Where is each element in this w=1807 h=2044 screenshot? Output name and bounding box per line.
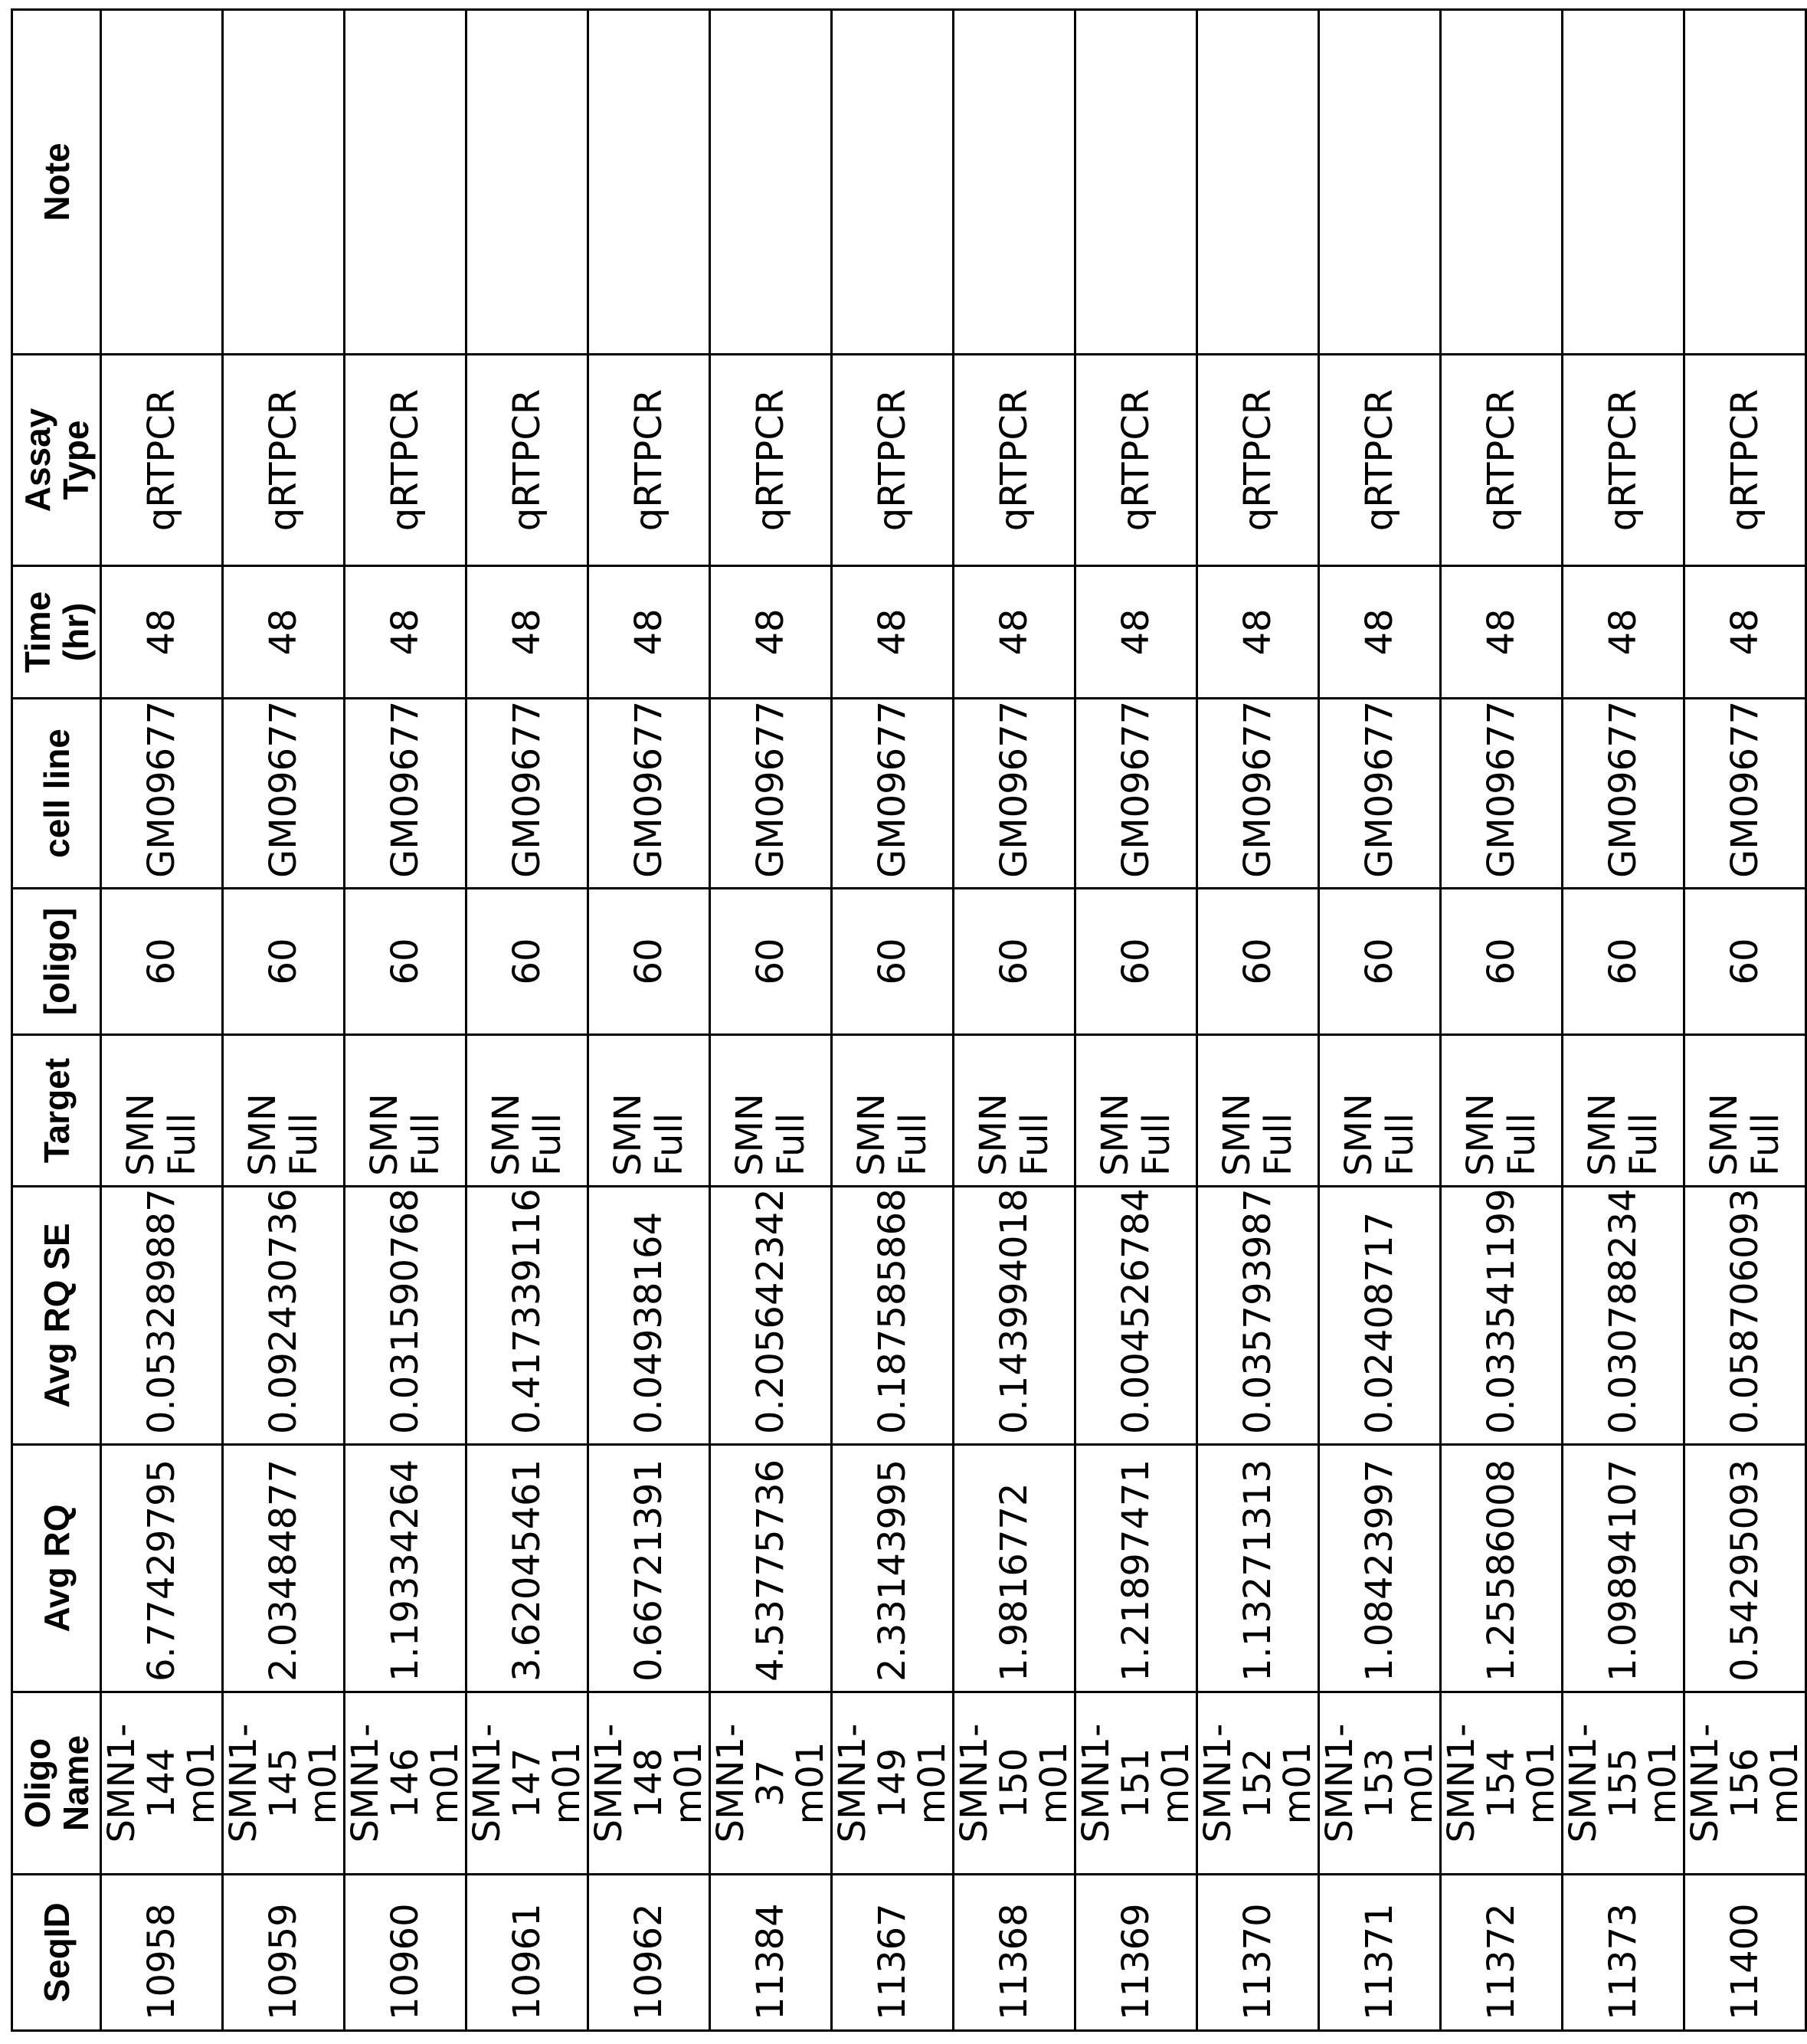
cell-assay-type: qRTPCR [1563,355,1684,566]
cell-note [1319,10,1441,355]
cell-time: 48 [832,566,954,699]
table-row [1197,10,1319,2031]
oligo-suffix-text: m01 [912,1702,952,1864]
oligo-name-text: SMN1-151 [1076,1702,1156,1864]
oligo-name-text: SMN1-153 [1320,1702,1399,1864]
oligo-name-text: SMN1-150 [954,1702,1034,1864]
cell-assay-type: qRTPCR [101,355,223,566]
cell-target: SMN Full [345,1035,466,1187]
cell-seqid: 11367 [832,1875,954,2031]
table-row [1075,10,1197,2031]
table-row [101,10,223,2031]
cell-oligo-conc: 60 [1563,889,1684,1035]
oligo-suffix-text: m01 [303,1702,343,1864]
cell-oligo-name [1563,1692,1684,1875]
cell-oligo-name [1684,1692,1806,1875]
cell-time: 48 [588,566,710,699]
cell-avg-rq-se: 0.187585868 [832,1187,954,1445]
cell-cell-line: GM09677 [1684,699,1806,889]
table-row [954,10,1075,2031]
cell-target: SMN Full [1075,1035,1197,1187]
cell-avg-rq: 4.53775736 [710,1445,832,1692]
cell-oligo-conc: 60 [223,889,345,1035]
cell-assay-type: qRTPCR [223,355,345,566]
oligo-suffix-text: m01 [425,1702,465,1864]
cell-avg-rq: 2.33143995 [832,1445,954,1692]
cell-avg-rq: 1.21897471 [1075,1445,1197,1692]
results-table [11,8,1807,2032]
oligo-suffix-text: m01 [1521,1702,1561,1864]
cell-note [710,10,832,355]
table-row [832,10,954,2031]
cell-note [1075,10,1197,355]
cell-avg-rq: 2.03484877 [223,1445,345,1692]
cell-seqid: 10958 [101,1875,223,2031]
cell-avg-rq: 3.62045461 [466,1445,588,1692]
cell-avg-rq: 1.19334264 [345,1445,466,1692]
cell-cell-line: GM09677 [1075,699,1197,889]
cell-seqid: 11400 [1684,1875,1806,2031]
cell-assay-type: qRTPCR [832,355,954,566]
cell-avg-rq-se: 0.004526784 [1075,1187,1197,1445]
cell-avg-rq-se: 0.031590768 [345,1187,466,1445]
cell-seqid: 10960 [345,1875,466,2031]
cell-oligo-name [954,1692,1075,1875]
cell-time: 48 [1441,566,1563,699]
cell-cell-line: GM09677 [466,699,588,889]
cell-oligo-conc: 60 [101,889,223,1035]
cell-time: 48 [223,566,345,699]
oligo-suffix-text: m01 [1399,1702,1439,1864]
cell-assay-type: qRTPCR [1684,355,1806,566]
cell-avg-rq-se: 0.04938164 [588,1187,710,1445]
header-target: Target [12,1035,101,1187]
cell-avg-rq-se: 0.02408717 [1319,1187,1441,1445]
cell-avg-rq: 0.66721391 [588,1445,710,1692]
cell-time: 48 [466,566,588,699]
cell-note [954,10,1075,355]
cell-time: 48 [101,566,223,699]
cell-time: 48 [1319,566,1441,699]
cell-assay-type: qRTPCR [1197,355,1319,566]
cell-oligo-name [345,1692,466,1875]
cell-time: 48 [345,566,466,699]
cell-avg-rq-se: 0.033541199 [1441,1187,1563,1445]
cell-assay-type: qRTPCR [1319,355,1441,566]
header-avg-rq: Avg RQ [12,1445,101,1692]
table-row [466,10,588,2031]
header-oligo-name: Oligo Name [12,1692,101,1875]
cell-note [1441,10,1563,355]
oligo-suffix-text: m01 [547,1702,587,1864]
cell-cell-line: GM09677 [710,699,832,889]
oligo-name-text: SMN1-154 [1442,1702,1521,1864]
cell-assay-type: qRTPCR [466,355,588,566]
cell-oligo-conc: 60 [1441,889,1563,1035]
oligo-suffix-text: m01 [791,1702,830,1864]
cell-target: SMN Full [466,1035,588,1187]
cell-avg-rq-se: 0.205642342 [710,1187,832,1445]
oligo-name-text: SMN1-156 [1685,1702,1765,1864]
table-row [1563,10,1684,2031]
cell-cell-line: GM09677 [588,699,710,889]
table-row [1441,10,1563,2031]
cell-cell-line: GM09677 [345,699,466,889]
oligo-suffix-text: m01 [1765,1702,1805,1864]
cell-time: 48 [954,566,1075,699]
cell-note [1684,10,1806,355]
header-assay-type: Assay Type [12,355,101,566]
header-seqid: SeqID [12,1875,101,2031]
cell-time: 48 [1075,566,1197,699]
oligo-name-text: SMN1-155 [1563,1702,1643,1864]
cell-assay-type: qRTPCR [1441,355,1563,566]
cell-oligo-conc: 60 [954,889,1075,1035]
oligo-suffix-text: m01 [1156,1702,1196,1864]
header-note: Note [12,10,101,355]
oligo-name-text: SMN1-148 [589,1702,669,1864]
cell-avg-rq: 1.13271313 [1197,1445,1319,1692]
cell-oligo-conc: 60 [345,889,466,1035]
cell-assay-type: qRTPCR [1075,355,1197,566]
cell-time: 48 [1197,566,1319,699]
cell-avg-rq-se: 0.053289887 [101,1187,223,1445]
cell-oligo-conc: 60 [832,889,954,1035]
cell-avg-rq-se: 0.092430736 [223,1187,345,1445]
cell-oligo-name [223,1692,345,1875]
oligo-suffix-text: m01 [1278,1702,1318,1864]
oligo-name-text: SMN1-144 [102,1702,182,1864]
cell-cell-line: GM09677 [1197,699,1319,889]
cell-oligo-conc: 60 [588,889,710,1035]
cell-target: SMN Full [588,1035,710,1187]
rotated-table-wrapper [11,11,1432,2032]
cell-avg-rq: 1.08423997 [1319,1445,1441,1692]
cell-target: SMN Full [832,1035,954,1187]
cell-avg-rq-se: 0.058706093 [1684,1187,1806,1445]
cell-time: 48 [1684,566,1806,699]
cell-avg-rq-se: 0.030788234 [1563,1187,1684,1445]
cell-seqid: 11384 [710,1875,832,2031]
cell-oligo-conc: 60 [1319,889,1441,1035]
cell-cell-line: GM09677 [1319,699,1441,889]
cell-target: SMN Full [1441,1035,1563,1187]
cell-assay-type: qRTPCR [588,355,710,566]
cell-oligo-name [1075,1692,1197,1875]
cell-avg-rq-se: 0.143994018 [954,1187,1075,1445]
cell-target: SMN Full [954,1035,1075,1187]
oligo-name-text: SMN1-149 [833,1702,912,1864]
cell-cell-line: GM09677 [1441,699,1563,889]
cell-seqid: 11371 [1319,1875,1441,2031]
table-row [1319,10,1441,2031]
cell-seqid: 11372 [1441,1875,1563,2031]
cell-seqid: 10962 [588,1875,710,2031]
header-time: Time (hr) [12,566,101,699]
cell-avg-rq: 1.25586008 [1441,1445,1563,1692]
cell-avg-rq: 1.09894107 [1563,1445,1684,1692]
cell-note [466,10,588,355]
cell-target: SMN Full [1319,1035,1441,1187]
cell-note [1197,10,1319,355]
cell-assay-type: qRTPCR [345,355,466,566]
cell-oligo-name [1197,1692,1319,1875]
header-cell-line: cell line [12,699,101,889]
cell-note [101,10,223,355]
cell-seqid: 10959 [223,1875,345,2031]
cell-note [1563,10,1684,355]
cell-note [223,10,345,355]
oligo-name-text: SMN1-145 [224,1702,303,1864]
cell-seqid: 11370 [1197,1875,1319,2031]
cell-avg-rq: 1.9816772 [954,1445,1075,1692]
cell-avg-rq-se: 0.417339116 [466,1187,588,1445]
cell-target: SMN Full [1197,1035,1319,1187]
cell-note [588,10,710,355]
cell-target: SMN Full [101,1035,223,1187]
cell-oligo-conc: 60 [710,889,832,1035]
cell-cell-line: GM09677 [101,699,223,889]
oligo-name-text: SMN1-37 [711,1702,791,1864]
cell-assay-type: qRTPCR [710,355,832,566]
oligo-name-text: SMN1-152 [1198,1702,1278,1864]
cell-seqid: 11368 [954,1875,1075,2031]
cell-cell-line: GM09677 [832,699,954,889]
cell-time: 48 [710,566,832,699]
cell-time: 48 [1563,566,1684,699]
table-row [1684,10,1806,2031]
cell-cell-line: GM09677 [954,699,1075,889]
header-oligo-conc: [oligo] [12,889,101,1035]
table-row [345,10,466,2031]
cell-oligo-name [832,1692,954,1875]
cell-oligo-name [466,1692,588,1875]
cell-oligo-name [1441,1692,1563,1875]
table-row [223,10,345,2031]
oligo-name-text: SMN1-146 [345,1702,425,1864]
cell-oligo-conc: 60 [1075,889,1197,1035]
oligo-suffix-text: m01 [1034,1702,1074,1864]
cell-note [345,10,466,355]
cell-cell-line: GM09677 [223,699,345,889]
cell-oligo-conc: 60 [1684,889,1806,1035]
cell-assay-type: qRTPCR [954,355,1075,566]
cell-seqid: 11369 [1075,1875,1197,2031]
header-avg-rq-se: Avg RQ SE [12,1187,101,1445]
cell-note [832,10,954,355]
cell-target: SMN Full [1684,1035,1806,1187]
cell-avg-rq-se: 0.035793987 [1197,1187,1319,1445]
cell-oligo-name [710,1692,832,1875]
table-row [710,10,832,2031]
oligo-name-text: SMN1-147 [467,1702,547,1864]
oligo-suffix-text: m01 [182,1702,221,1864]
cell-oligo-name [101,1692,223,1875]
document-page [0,0,1445,2044]
cell-target: SMN Full [1563,1035,1684,1187]
cell-seqid: 11373 [1563,1875,1684,2031]
table-body [101,10,1806,2031]
header-row [12,10,101,2031]
cell-seqid: 10961 [466,1875,588,2031]
oligo-suffix-text: m01 [1643,1702,1683,1864]
cell-avg-rq: 0.54295093 [1684,1445,1806,1692]
cell-oligo-name [588,1692,710,1875]
cell-avg-rq: 6.77429795 [101,1445,223,1692]
cell-oligo-conc: 60 [466,889,588,1035]
cell-cell-line: GM09677 [1563,699,1684,889]
cell-target: SMN Full [223,1035,345,1187]
cell-oligo-conc: 60 [1197,889,1319,1035]
table-row [588,10,710,2031]
cell-oligo-name [1319,1692,1441,1875]
cell-target: SMN Full [710,1035,832,1187]
oligo-suffix-text: m01 [669,1702,709,1864]
